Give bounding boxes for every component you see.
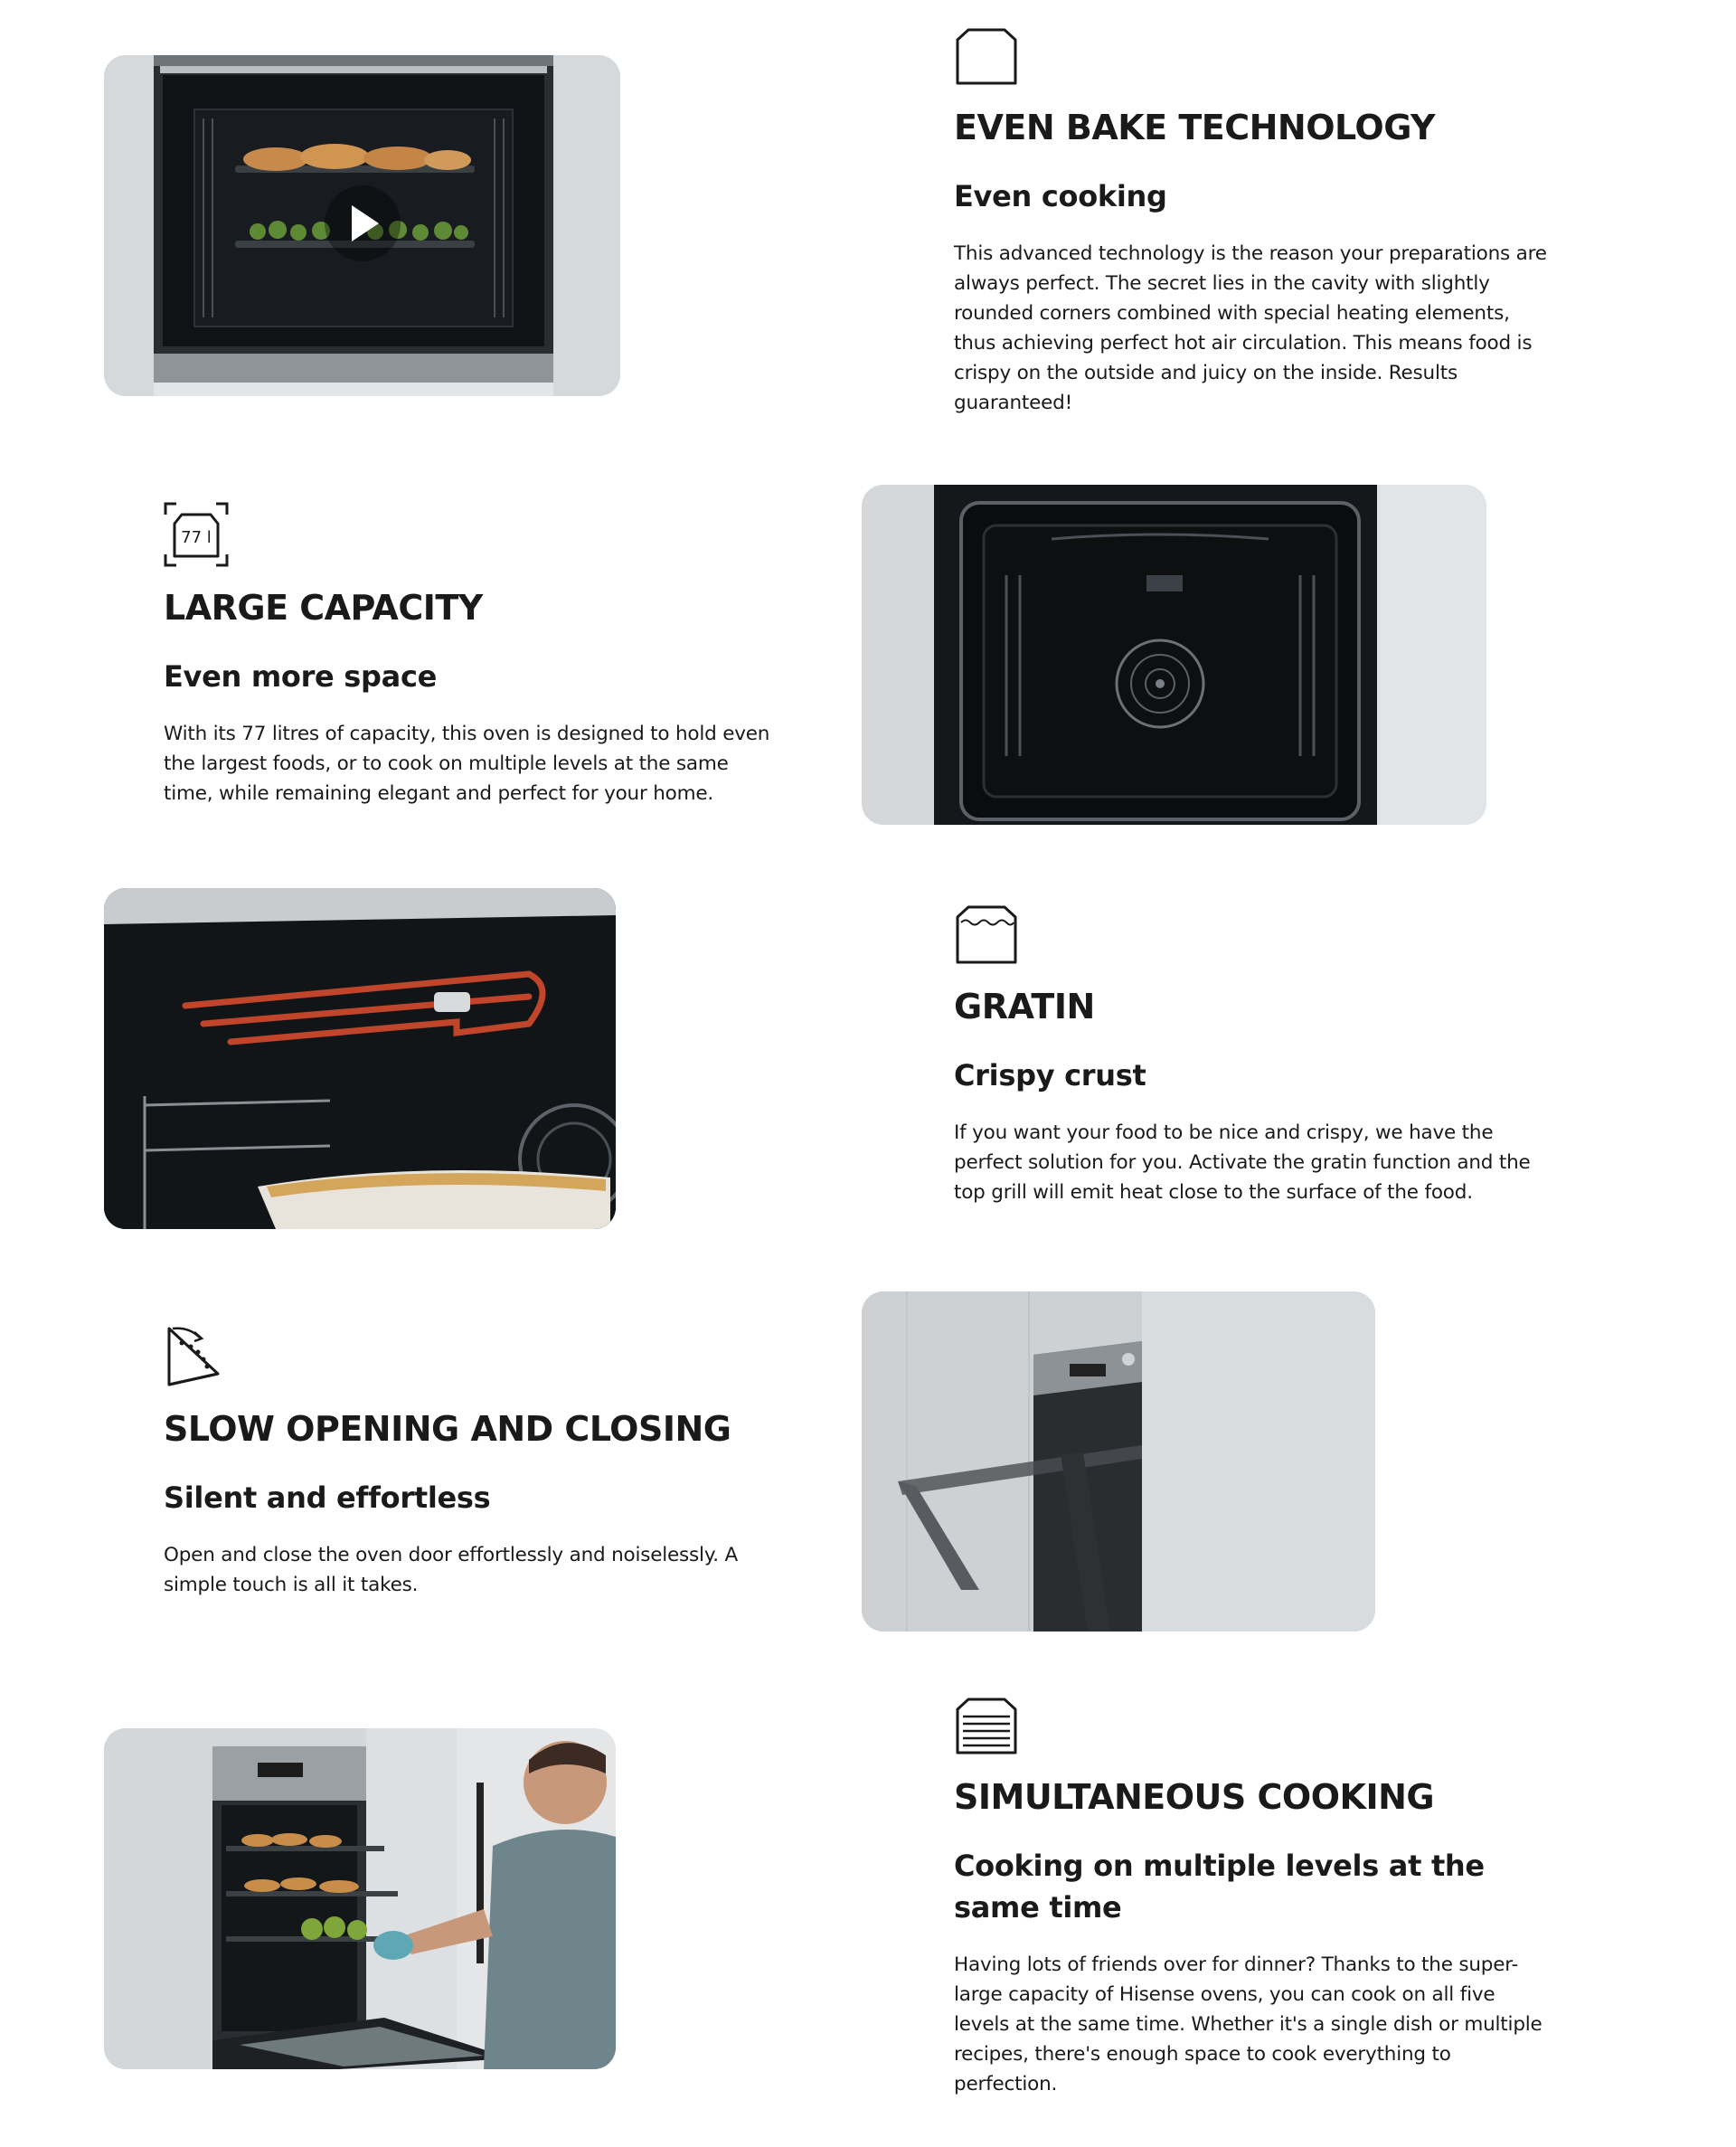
feature-title: GRATIN: [954, 987, 1095, 1026]
capacity-77l-icon: [164, 502, 229, 567]
slow-opening-section: [164, 1325, 778, 1600]
even-bake-video[interactable]: [104, 55, 620, 396]
feature-subtitle: Even more space: [164, 658, 438, 694]
feature-subtitle: Silent and effortless: [164, 1480, 491, 1515]
large-capacity-section: [164, 502, 778, 809]
oven-cavity-icon: [954, 27, 1019, 87]
feature-description: If you want your food to be nice and crispy, we have the perfect solution for you. Activate the gratin function and the top grill will emit heat close to the surface of the food.: [954, 1121, 1531, 1205]
feature-title: SIMULTANEOUS COOKING: [954, 1777, 1435, 1817]
gratin-icon: [954, 904, 1019, 966]
feature-title: LARGE CAPACITY: [164, 588, 483, 628]
gratin-image: [104, 888, 616, 1229]
large-capacity-image: [862, 485, 1486, 825]
simultaneous-cooking-section: [954, 1697, 1551, 2099]
feature-description: This advanced technology is the reason your preparations are always perfect. The secret lies in the cavity with slightly rounded corners combined with special heating elements, thus achieving perfect hot air circulation. This means food is crispy on the outside and juicy on the inside. Results guaranteed!: [954, 242, 1547, 415]
feature-subtitle: Cooking on multiple levels at the same time: [954, 1848, 1485, 1925]
feature-title: SLOW OPENING AND CLOSING: [164, 1409, 731, 1449]
video-play-icon[interactable]: [325, 185, 401, 261]
slow-opening-image: [862, 1291, 1375, 1632]
soft-close-door-icon: [164, 1325, 223, 1388]
capacity-icon-text: 77 l: [181, 528, 212, 547]
feature-title: EVEN BAKE TECHNOLOGY: [954, 108, 1436, 147]
multi-level-icon: [954, 1697, 1019, 1756]
gratin-section: [954, 904, 1551, 1207]
feature-description: Open and close the oven door effortlessly and noiselessly. A simple touch is all it takes.: [164, 1544, 739, 1597]
feature-subtitle: Crispy crust: [954, 1057, 1146, 1092]
feature-description: With its 77 litres of capacity, this oven is designed to hold even the largest foods, or to cook on multiple levels at the same time, while remaining elegant and perfect for your home.: [164, 723, 770, 806]
feature-subtitle: Even cooking: [954, 178, 1167, 213]
even-bake-section: [954, 27, 1551, 418]
feature-description: Having lots of friends over for dinner? Thanks to the super-large capacity of Hisense ovens, you can cook on all five levels at the same time. Whether it's a single dish or multiple recipes, there's enough space to cook everything to perfection.: [954, 1953, 1543, 2096]
simultaneous-cooking-image: [104, 1728, 616, 2069]
